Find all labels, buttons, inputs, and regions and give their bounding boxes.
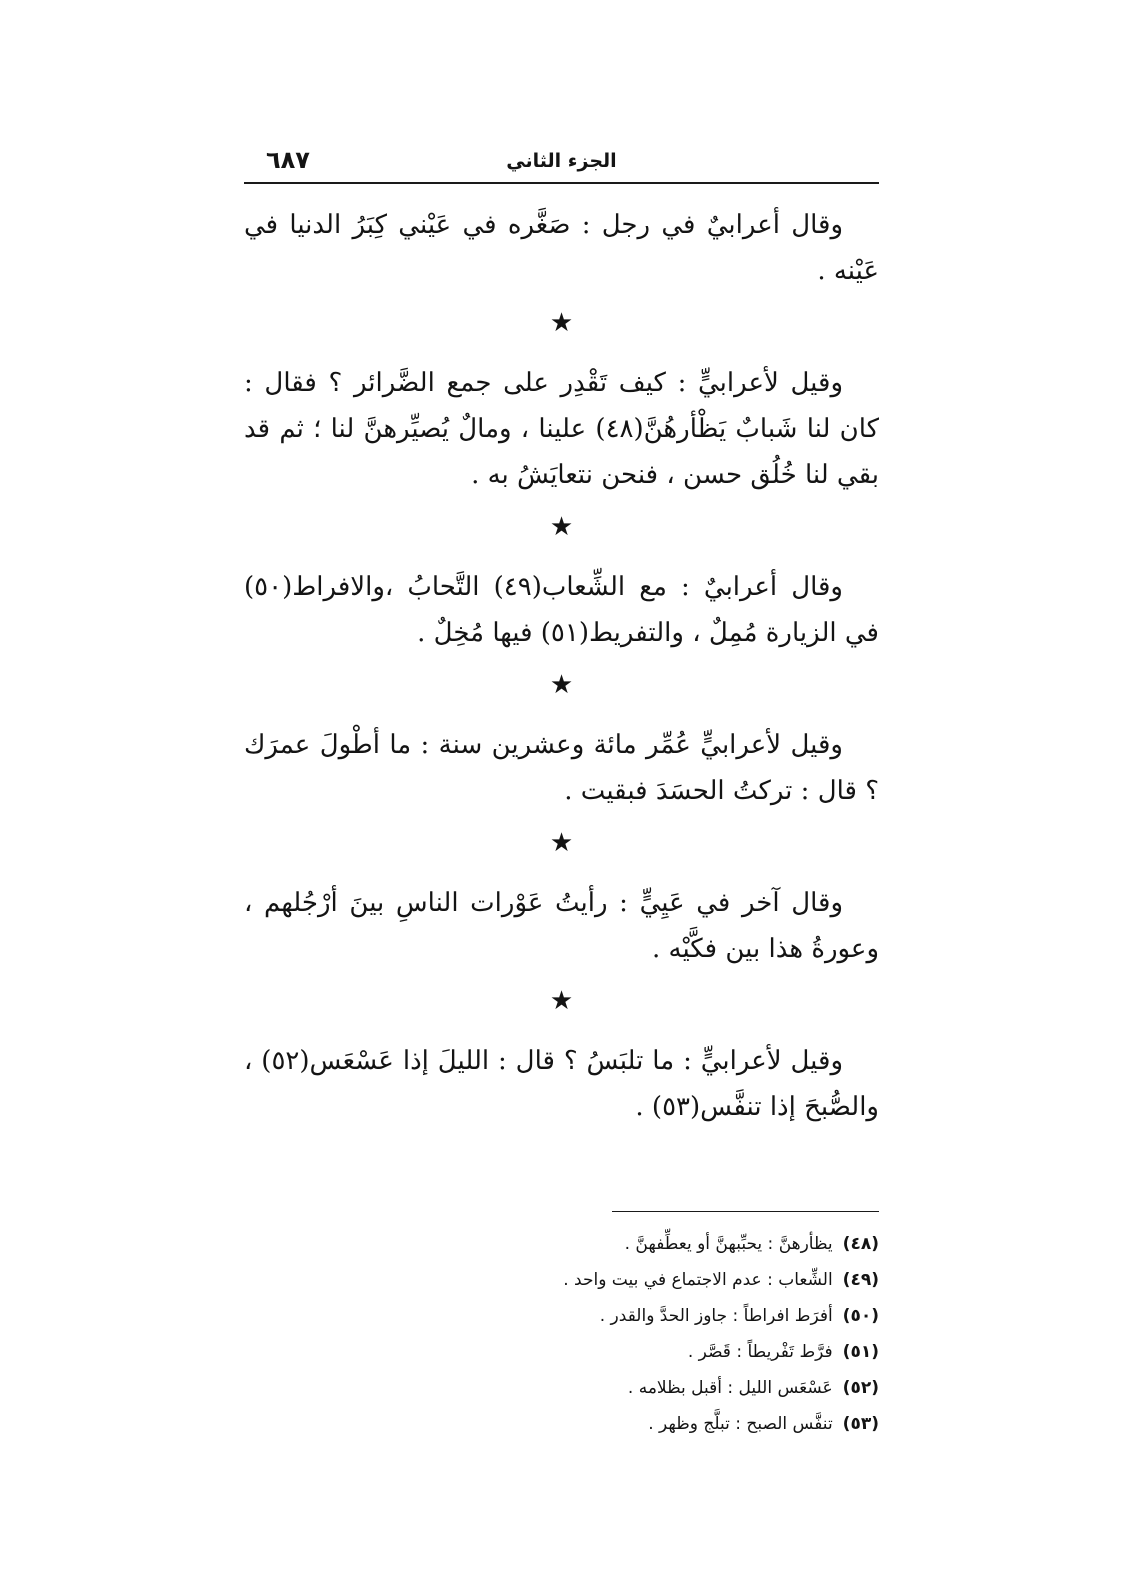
footnote-number: (٥٢) (842, 1378, 879, 1398)
anecdote-line: في عَيْنه . (244, 210, 879, 286)
footnote-text: فرَّط تَفْريطاً : قَصَّر . (687, 1342, 833, 1362)
star-separator: ★ (549, 512, 574, 542)
anecdote-line: وقال أعرابيٌ في رجل : صَغَّره في عَيْني كِبَرُ الدنيا (289, 210, 844, 240)
anecdote-line: وقال أعرابيٌ : مع الشِّعاب(٤٩) التَّحابُ ،والافراط(٥٠) (244, 572, 843, 602)
footnote-53 (244, 1406, 879, 1442)
footnote-text: يظأرهنَّ : يحبِّبهنَّ أو يعطِّفهنَّ . (624, 1234, 833, 1254)
footnote-text: عَسْعَس الليل : أقبل بظلامه . (627, 1378, 833, 1398)
anecdote-line: عَسْعَس(٥٢) ، والصُّبحَ إذا تنفَّس(٥٣) . (244, 1046, 879, 1122)
anecdote-4 (244, 722, 879, 814)
footnote-51 (244, 1334, 879, 1370)
footnote-number: (٥٣) (842, 1414, 879, 1434)
footnote-number: (٥٠) (842, 1306, 879, 1326)
footnote-50 (244, 1298, 879, 1334)
footnotes (244, 1226, 879, 1442)
footnote-rule (612, 1211, 879, 1212)
anecdote-2 (244, 360, 879, 498)
footnote-number: (٥١) (842, 1342, 879, 1362)
anecdote-line: وقال آخر في عَيِيٍّ : رأيتُ عَوْرات الناسِ بينَ (349, 888, 844, 918)
body-text (244, 202, 879, 1130)
anecdote-line: في الزيارة مُمِلٌ ، والتفريط(٥١) فيها مُخِلٌ . (417, 618, 879, 648)
footnote-48 (244, 1226, 879, 1262)
anecdote-line: عمرَك ؟ قال : تركتُ الحسَدَ فبقيت . (244, 730, 879, 806)
anecdote-1 (244, 202, 879, 294)
anecdote-line: يُصيِّرهنَّ لنا ؛ ثم قد بقي لنا خُلُق حسن ، فنحن (244, 414, 879, 490)
book-page (244, 140, 879, 1460)
star-separator: ★ (549, 670, 574, 700)
anecdote-line: أرْجُلهم ، وعورةُ هذا بين فكَّيْه . (244, 888, 879, 964)
footnote-number: (٤٩) (842, 1270, 879, 1290)
footnote-text: الشِّعاب : عدم الاجتماع في بيت واحد . (563, 1270, 833, 1290)
anecdote-line: نتعايَشُ به . (471, 460, 593, 490)
star-separator: ★ (549, 308, 574, 338)
footnote-number: (٤٨) (842, 1234, 879, 1254)
star-separator: ★ (549, 986, 574, 1016)
footnote-text: تنفَّس الصبح : تبلَّج وظهر . (648, 1414, 833, 1434)
anecdote-3 (244, 564, 879, 656)
anecdote-line: وقيل لأعرابيٍّ : ما تلبَسُ ؟ قال : الليلَ إذا (402, 1046, 843, 1076)
footnote-52 (244, 1370, 879, 1406)
anecdote-line: فقال : كان لنا شَبابٌ يَظْأرهُنَّ(٤٨) علينا ، ومالٌ (244, 368, 880, 444)
footnote-text: أفرَط افراطاً : جاوز الحدَّ والقدر . (599, 1306, 833, 1326)
page-header (244, 140, 879, 184)
anecdote-5 (244, 880, 879, 972)
star-separator: ★ (549, 828, 574, 858)
anecdote-line: وقيل لأعرابيٍّ عُمِّر مائة وعشرين سنة : ما أطْولَ (319, 730, 843, 760)
anecdote-6 (244, 1038, 879, 1130)
running-title: الجزء الثاني (506, 150, 617, 172)
footnote-49 (244, 1262, 879, 1298)
page-number: ٦٨٧ (266, 146, 310, 174)
anecdote-line: وقيل لأعرابيٍّ : كيف تَقْدِر على جمع الضَّرائر ؟ (328, 368, 844, 398)
